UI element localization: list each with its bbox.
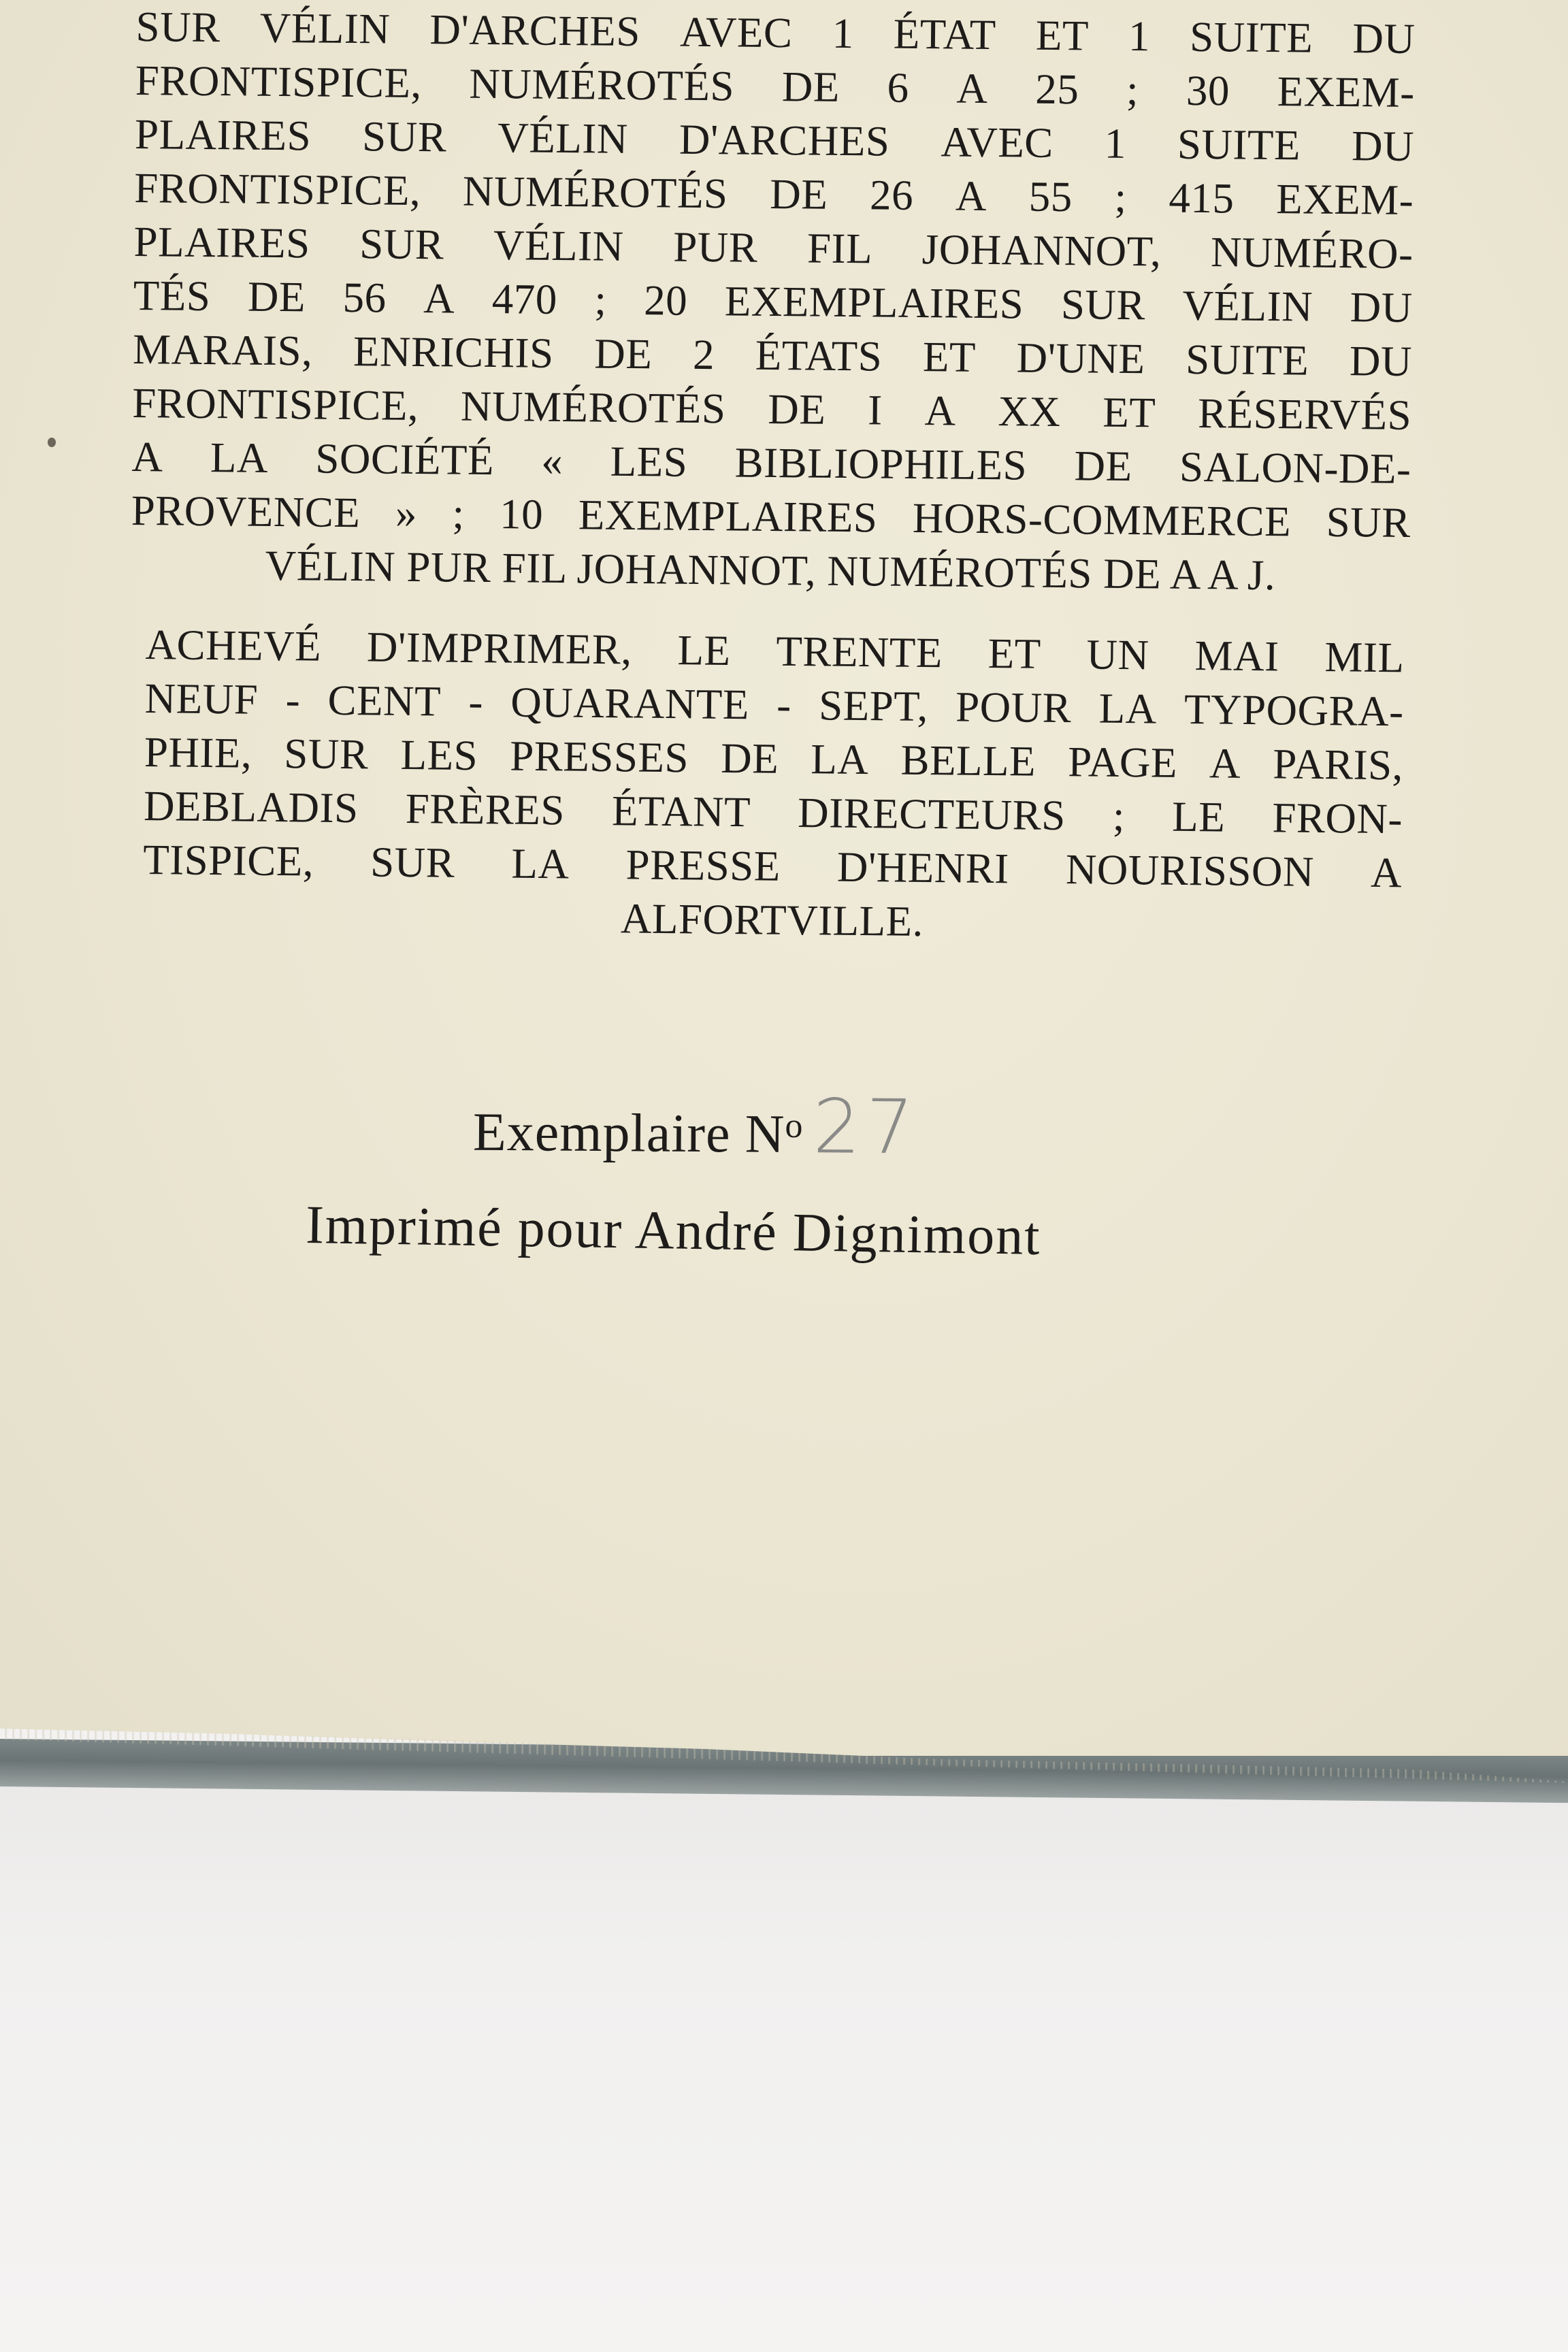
- colophon: [142, 618, 1405, 953]
- editions-line: FRONTISPICE, NUMÉROTÉS DE I A XX ET RÉSERVÉS: [131, 378, 1412, 440]
- editions-statement: [131, 0, 1416, 604]
- dedication-line: Imprimé pour André Dignimont: [305, 1194, 1042, 1267]
- copy-number-label: Exemplaire N: [472, 1102, 785, 1164]
- colophon-line: ALFORTVILLE.: [620, 894, 924, 945]
- copy-number-stamp: 27: [813, 1083, 919, 1171]
- colophon-line: PHIE, SUR LES PRESSES DE LA BELLE PAGE A PARIS,: [144, 728, 1404, 789]
- editions-line: FRONTISPICE, NUMÉROTÉS DE 26 A 55 ; 415 EXEM-: [134, 163, 1414, 225]
- table-surface: [0, 1742, 1568, 2352]
- editions-line: TÉS DE 56 A 470 ; 20 EXEMPLAIRES SUR VÉLIN DU: [133, 271, 1414, 332]
- editions-line: PROVENCE » ; 10 EXEMPLAIRES HORS-COMMERCE SUR: [131, 486, 1411, 547]
- colophon-line: ACHEVÉ D'IMPRIMER, LE TRENTE ET UN MAI MIL: [145, 620, 1405, 682]
- colophon-line: DEBLADIS FRÈRES ÉTANT DIRECTEURS ; LE FRON-: [143, 781, 1403, 843]
- editions-line: FRONTISPICE, NUMÉROTÉS DE 6 A 25 ; 30 EXEM-: [135, 56, 1416, 117]
- editions-line: PLAIRES SUR VÉLIN D'ARCHES AVEC 1 SUITE DU: [134, 110, 1415, 171]
- editions-line: VÉLIN PUR FIL JOHANNOT, NUMÉROTÉS DE A A J.: [265, 541, 1276, 600]
- editions-line: A LA SOCIÉTÉ « LES BIBLIOPHILES DE SALON-DE-: [131, 432, 1411, 493]
- copy-number-superscript: o: [785, 1106, 804, 1146]
- editions-line: SUR VÉLIN D'ARCHES AVEC 1 ÉTAT ET 1 SUITE DU: [135, 2, 1416, 63]
- paper-blemish: [48, 438, 56, 447]
- colophon-line: NEUF - CENT - QUARANTE - SEPT, POUR LA TYPOGRA-: [144, 674, 1404, 736]
- editions-line: PLAIRES SUR VÉLIN PUR FIL JOHANNOT, NUMÉRO-: [133, 217, 1414, 278]
- editions-line: MARAIS, ENRICHIS DE 2 ÉTATS ET D'UNE SUITE DU: [132, 325, 1413, 386]
- copy-number: [473, 1081, 919, 1171]
- colophon-line: TISPICE, SUR LA PRESSE D'HENRI NOURISSON A: [142, 835, 1403, 897]
